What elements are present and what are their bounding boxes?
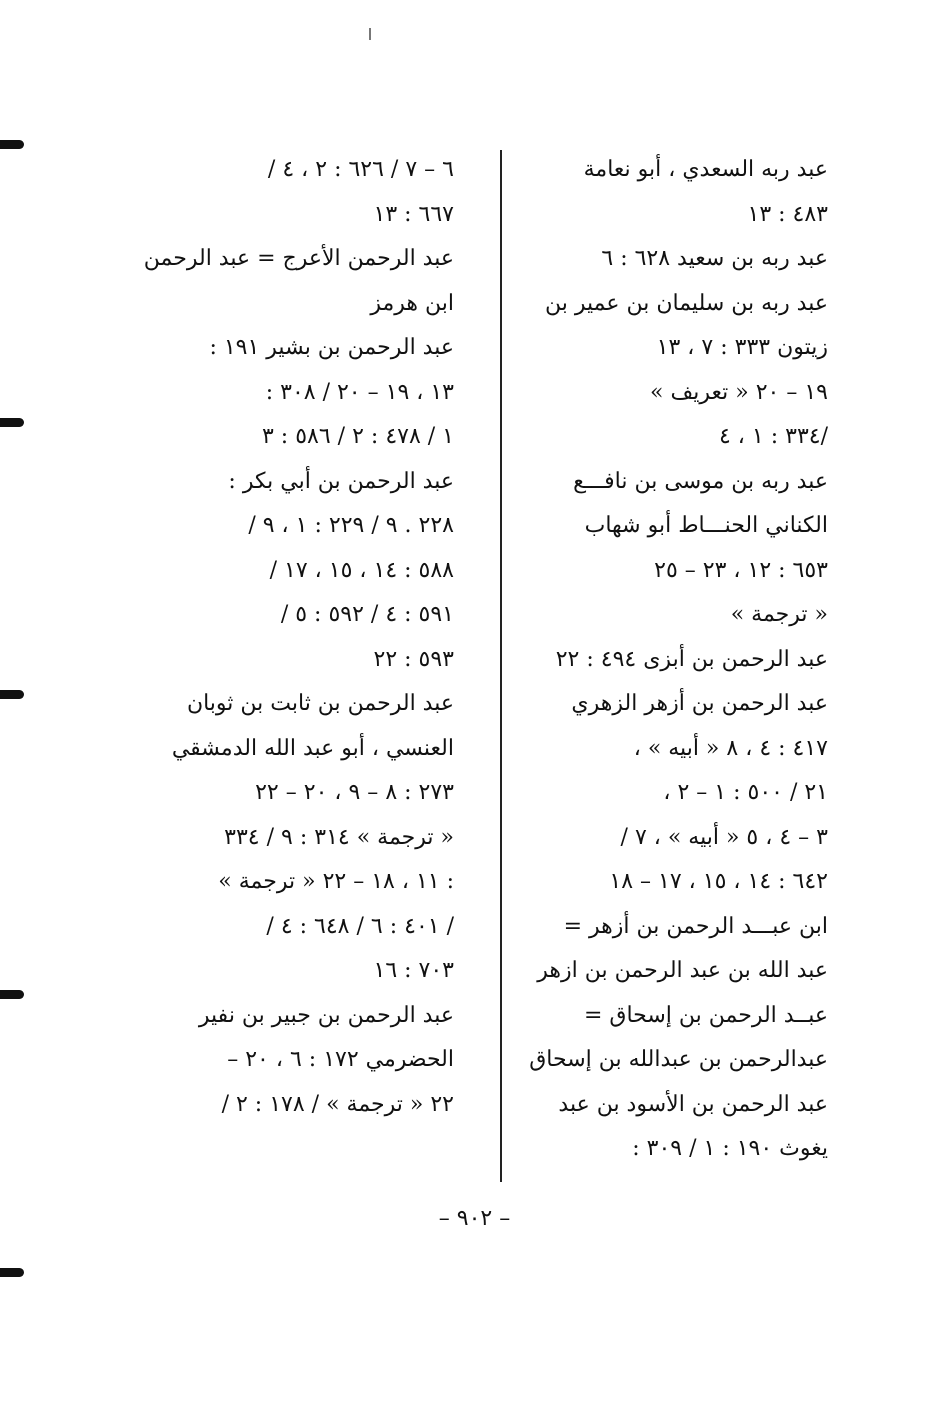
index-line: ٤١٧ : ٤ ، ٨ « أبيه » ، (633, 735, 828, 761)
index-line: عبد الرحمن الأعرج = عبد الرحمن (143, 246, 454, 271)
index-line: ٦٤٢ : ١٤ ، ١٥ ، ١٧ – ١٨ (609, 869, 828, 894)
index-line: : ١١ ، ١٨ – ٢٢ « ترجمة » (218, 869, 454, 894)
index-line: عبد ربه بن سليمان بن عمير بن (545, 290, 828, 316)
index-line: ٥٩٣ : ٢٢ (373, 646, 454, 672)
index-line: ٢١ / ٥٠٠ : ١ – ٢ ، (663, 780, 828, 805)
index-line: ٢٧٣ : ٨ – ٩ ، ٢٠ – ٢٢ (255, 780, 454, 805)
right-column (528, 148, 828, 1172)
index-line: ١٩ – ٢٠ « تعريف » (650, 379, 828, 405)
index-line: عبد الرحمن بن أزهر الزهري (571, 691, 828, 716)
index-line: عبد ربه بن موسى بن نافـــع (573, 468, 828, 494)
index-line: ٧٠٣ : ١٦ (373, 958, 454, 983)
index-line: عبدالرحمن بن عبدالله بن إسحاق (529, 1047, 828, 1072)
index-line: عبد الرحمن بن جبير بن نفير (198, 1002, 454, 1028)
margin-mark (0, 690, 24, 699)
index-line: الكناني الحنـــاط أبو شهاب (584, 513, 828, 538)
index-line: الحضرمي ١٧٢ : ٦ ، ٢٠ – (227, 1047, 454, 1072)
index-line: يغوث ١٩٠ : ١ / ٣٠٩ : (632, 1136, 828, 1161)
index-line: ابن عبـــد الرحمن بن أزهر = (563, 913, 828, 939)
top-speck (369, 28, 371, 40)
index-line: عبد ربه السعدي ، أبو نعامة (583, 157, 828, 182)
index-line: ٥٨٨ : ١٤ ، ١٥ ، ١٧ / (269, 557, 454, 583)
index-line: ٤٨٣ : ١٣ (747, 201, 828, 227)
margin-mark (0, 1268, 24, 1277)
margin-mark (0, 140, 24, 149)
index-line: عبد الرحمن بن أبزى ٤٩٤ : ٢٢ (555, 646, 828, 672)
index-line: عبد الرحمن بن ثابت بن ثوبان (186, 691, 454, 716)
index-line: العنسي ، أبو عبد الله الدمشقي (171, 735, 454, 761)
index-line: ١٣ ، ١٩ – ٢٠ / ٣٠٨ : (265, 379, 454, 405)
index-line: ٣ – ٤ ، ٥ « أبيه » ، ٧ / (620, 824, 828, 850)
index-line: ٦٦٧ : ١٣ (373, 201, 454, 227)
index-line: / ٤٠١ : ٦ / ٦٤٨ : ٤ / (266, 913, 454, 939)
index-line: عبــد الرحمن بن إسحاق = (583, 1002, 828, 1028)
index-line: /٣٣٤ : ١ ، ٤ (718, 424, 828, 449)
index-line: زيتون ٣٣٣ : ٧ ، ١٣ (656, 335, 828, 360)
index-line: عبد الرحمن بن الأسود بن عبد (558, 1091, 828, 1117)
margin-mark (0, 418, 24, 427)
index-line: ٦٥٣ : ١٢ ، ٢٣ – ٢٥ (654, 557, 828, 583)
index-line: عبد الرحمن بن بشير ١٩١ : (209, 335, 454, 360)
page-number: – ٩٠٢ – (438, 1206, 511, 1231)
index-line: ابن هرمز (370, 290, 454, 316)
index-line: « ترجمة » ٣١٤ : ٩ / ٣٣٤ (224, 824, 454, 850)
index-line: عبد ربه بن سعيد ٦٢٨ : ٦ (601, 246, 828, 271)
index-line: ٦ – ٧ / ٦٢٦ : ٢ ، ٤ / (267, 157, 454, 182)
column-divider (500, 150, 502, 1182)
index-line: عبد الله بن عبد الرحمن بن ازهر (537, 958, 828, 983)
index-line: ١ / ٤٧٨ : ٢ / ٥٨٦ : ٣ (261, 424, 454, 449)
index-line: « ترجمة » (730, 602, 828, 627)
margin-mark (0, 990, 24, 999)
index-line: ٥٩١ : ٤ / ٥٩٢ : ٥ / (280, 602, 454, 627)
index-line: ٢٢٨ . ٩ / ٢٢٩ : ١ ، ٩ / (248, 513, 454, 538)
left-column (143, 148, 454, 1127)
index-line: عبد الرحمن بن أبي بكر : (228, 468, 454, 494)
index-line: ٢٢ « ترجمة » / ١٧٨ : ٢ / (221, 1091, 454, 1117)
